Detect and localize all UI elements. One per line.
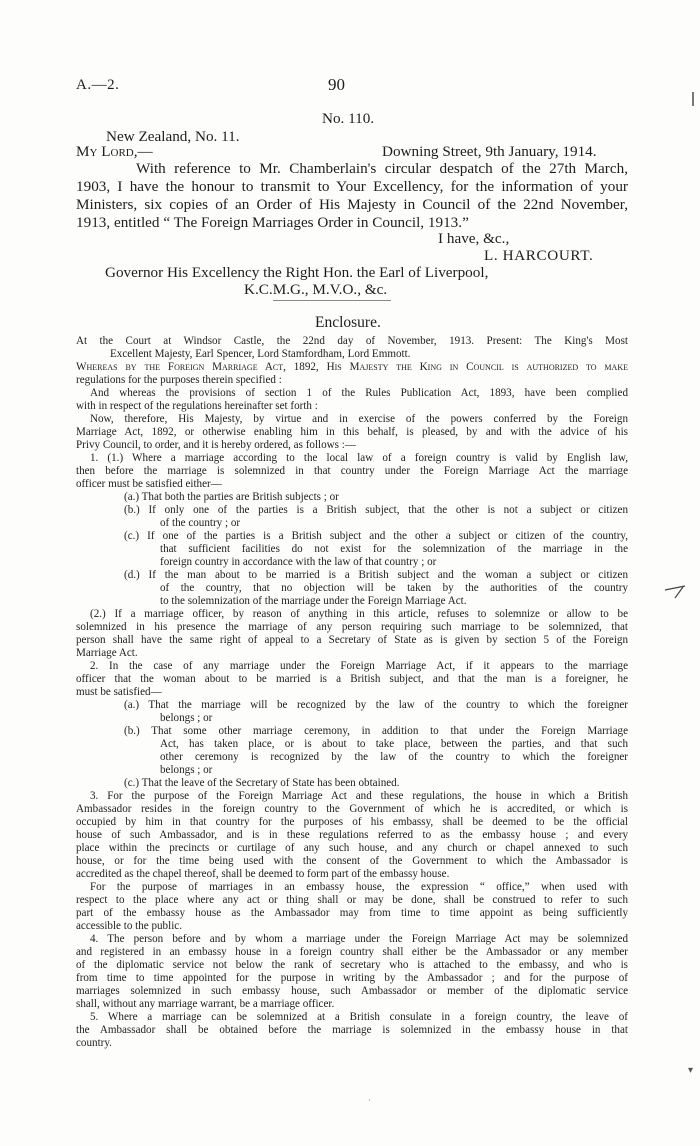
speck: · bbox=[368, 1095, 371, 1105]
enclosure-title: Enclosure. bbox=[315, 314, 381, 331]
signature: L. HARCOURT. bbox=[484, 247, 594, 264]
text-line: Marriage Act, 1892, or otherwise enabling him in this behalf, is pleased, by and with the advice of his bbox=[76, 426, 628, 438]
text-line: solemnized in his presence the marriage of any person requiring such marriage to be solemnized, that bbox=[76, 621, 628, 633]
text-line: Marriage Act. bbox=[76, 647, 138, 659]
text-line: belongs ; or bbox=[160, 712, 213, 724]
text-line: other ceremony is recognized by the law of the country to which the foreigner bbox=[160, 751, 628, 763]
addressee: Governor His Excellency the Right Hon. the Earl of Liverpool, bbox=[105, 264, 489, 281]
text-line: Act, has taken place, or is about to take place, between the parties, and that such bbox=[160, 738, 628, 750]
closing: I have, &c., bbox=[438, 230, 510, 247]
divider bbox=[273, 300, 391, 301]
salutation: My Lord,— bbox=[76, 143, 153, 160]
margin-dot: ▾ bbox=[688, 1065, 694, 1076]
addressee-honours: K.C.M.G., M.V.O., &c. bbox=[244, 281, 388, 298]
letter-body-line: 1903, I have the honour to transmit to Your Excellency, for the information of your bbox=[76, 178, 628, 195]
margin-tick bbox=[692, 92, 694, 106]
text-line: shall, without any marriage warrant, be a marriage officer. bbox=[76, 998, 335, 1010]
text-line: of the country, that no objection will be taken by the authorities of the country bbox=[160, 582, 628, 594]
text-line: Whereas by the Foreign Marriage Act, 1892, His Majesty the King in Council is authorized to make bbox=[76, 361, 628, 373]
text-line: officer that the woman about to be married is a British subject, and that the man is a foreigner, he bbox=[76, 673, 628, 685]
text-line: Privy Council, to order, and it is hereby ordered, as follows :— bbox=[76, 439, 356, 451]
text-line: At the Court at Windsor Castle, the 22nd day of November, 1913. Present: The King's Most bbox=[76, 335, 628, 347]
text-line: of the country ; or bbox=[160, 517, 241, 529]
text-line: marriages solemnized in such embassy house, such Ambassador or member of the diplomatic service bbox=[76, 985, 628, 997]
text-line: that sufficient facilities do not exist for the solemnization of the marriage in the bbox=[160, 543, 628, 555]
text-line: accredited as the chapel thereof, shall be deemed to form part of the embassy house. bbox=[76, 868, 450, 880]
text-line: (c.) If one of the parties is a British subject and the other a subject or citizen of the country, bbox=[124, 530, 628, 542]
letter-body-line: Ministers, six copies of an Order of His Majesty in Council of the 22nd November, bbox=[76, 196, 628, 213]
text-line: and registered in an embassy house in a foreign country shall either be the Ambassador or any member bbox=[76, 946, 628, 958]
text-line: house of such Ambassador, and is in these regulations referred to as the embassy house ; and every bbox=[76, 829, 628, 841]
pencil-check-mark bbox=[663, 578, 689, 600]
letter-body-line: With reference to Mr. Chamberlain's circular despatch of the 27th March, bbox=[136, 160, 628, 177]
page-number: 90 bbox=[328, 75, 345, 94]
text-line: regulations for the purposes therein specified : bbox=[76, 374, 282, 386]
text-line: (a.) That the marriage will be recognized by the law of the country to which the foreigner bbox=[124, 699, 628, 711]
text-line: 4. The person before and by whom a marriage under the Foreign Marriage Act may be solemnized bbox=[90, 933, 628, 945]
text-line: 1. (1.) Where a marriage according to the local law of a foreign country is valid by English law, bbox=[90, 452, 628, 464]
text-line: (2.) If a marriage officer, by reason of anything in this article, refuses to solemnize or allow to be bbox=[90, 608, 628, 620]
text-line: of the diplomatic service not below the rank of secretary who is attached to the embassy, and who is bbox=[76, 959, 628, 971]
text-line: the Ambassador shall be obtained before the marriage is solemnized in the embassy house in that bbox=[76, 1024, 628, 1036]
text-line: then before the marriage is solemnized in that country under the Foreign Marriage Act the marriage bbox=[76, 465, 628, 477]
text-line: (b.) That some other marriage ceremony, in addition to that under the Foreign Marriage bbox=[124, 725, 628, 737]
text-line: house, or for the time being used with the consent of the Government to which the Ambassador is bbox=[76, 855, 628, 867]
letter-body-line: 1913, entitled “ The Foreign Marriages Order in Council, 1913.” bbox=[76, 214, 469, 231]
running-head: A.—2. bbox=[76, 77, 120, 93]
colony-reference: New Zealand, No. 11. bbox=[106, 128, 240, 145]
text-line: (b.) If only one of the parties is a British subject, that the other is not a subject or citizen bbox=[124, 504, 628, 516]
text-line: Excellent Majesty, Earl Spencer, Lord Stamfordham, Lord Emmott. bbox=[110, 348, 411, 360]
text-line: with in respect of the regulations hereinafter set forth : bbox=[76, 400, 318, 412]
text-line: country. bbox=[76, 1037, 112, 1049]
text-line: (a.) That both the parties are British subjects ; or bbox=[124, 491, 339, 503]
text-line: person shall have the same right of appeal to a Secretary of State as is given by section 5 of the Foreign bbox=[76, 634, 628, 646]
text-line: officer must be satisfied either— bbox=[76, 478, 222, 490]
place-date: Downing Street, 9th January, 1914. bbox=[382, 143, 597, 160]
text-line: For the purpose of marriages in an embassy house, the expression “ office,” when used with bbox=[90, 881, 628, 893]
text-line: And whereas the provisions of section 1 of the Rules Publication Act, 1893, have been complied bbox=[90, 387, 628, 399]
text-line: 5. Where a marriage can be solemnized at a British consulate in a foreign country, the leave of bbox=[90, 1011, 628, 1023]
text-line: from time to time appointed for the purpose in writing by the Ambassador ; and for the purpose of bbox=[76, 972, 628, 984]
text-line: place within the precincts or curtilage of any such house, and any church or chapel annexed to such bbox=[76, 842, 628, 854]
text-line: must be satisfied— bbox=[76, 686, 162, 698]
text-line: to the solemnization of the marriage under the Foreign Marriage Act. bbox=[160, 595, 467, 607]
text-line: belongs ; or bbox=[160, 764, 213, 776]
text-line: respect to the place where any act or thing shall or may be done, shall be construed to refer to such bbox=[76, 894, 628, 906]
text-line: 2. In the case of any marriage under the Foreign Marriage Act, if it appears to the marriage bbox=[90, 660, 628, 672]
text-line: (d.) If the man about to be married is a British subject and the woman a subject or citizen bbox=[124, 569, 628, 581]
despatch-number: No. 110. bbox=[322, 110, 375, 127]
text-line: occupied by him in that country for the purposes of his embassy, shall be deemed to be the official bbox=[76, 816, 628, 828]
text-line: accessible to the public. bbox=[76, 920, 182, 932]
text-line: foreign country in accordance with the law of that country ; or bbox=[160, 556, 437, 568]
text-line: part of the embassy house as the Ambassador may from time to time appoint as being sufficiently bbox=[76, 907, 628, 919]
text-line: Ambassador resides in the foreign country to the Government of which he is accredited, or which is bbox=[76, 803, 628, 815]
text-line: 3. For the purpose of the Foreign Marriage Act and these regulations, the house in which a British bbox=[90, 790, 628, 802]
text-line: (c.) That the leave of the Secretary of State has been obtained. bbox=[124, 777, 400, 789]
text-line: Now, therefore, His Majesty, by virtue and in exercise of the powers conferred by the Foreign bbox=[90, 413, 628, 425]
